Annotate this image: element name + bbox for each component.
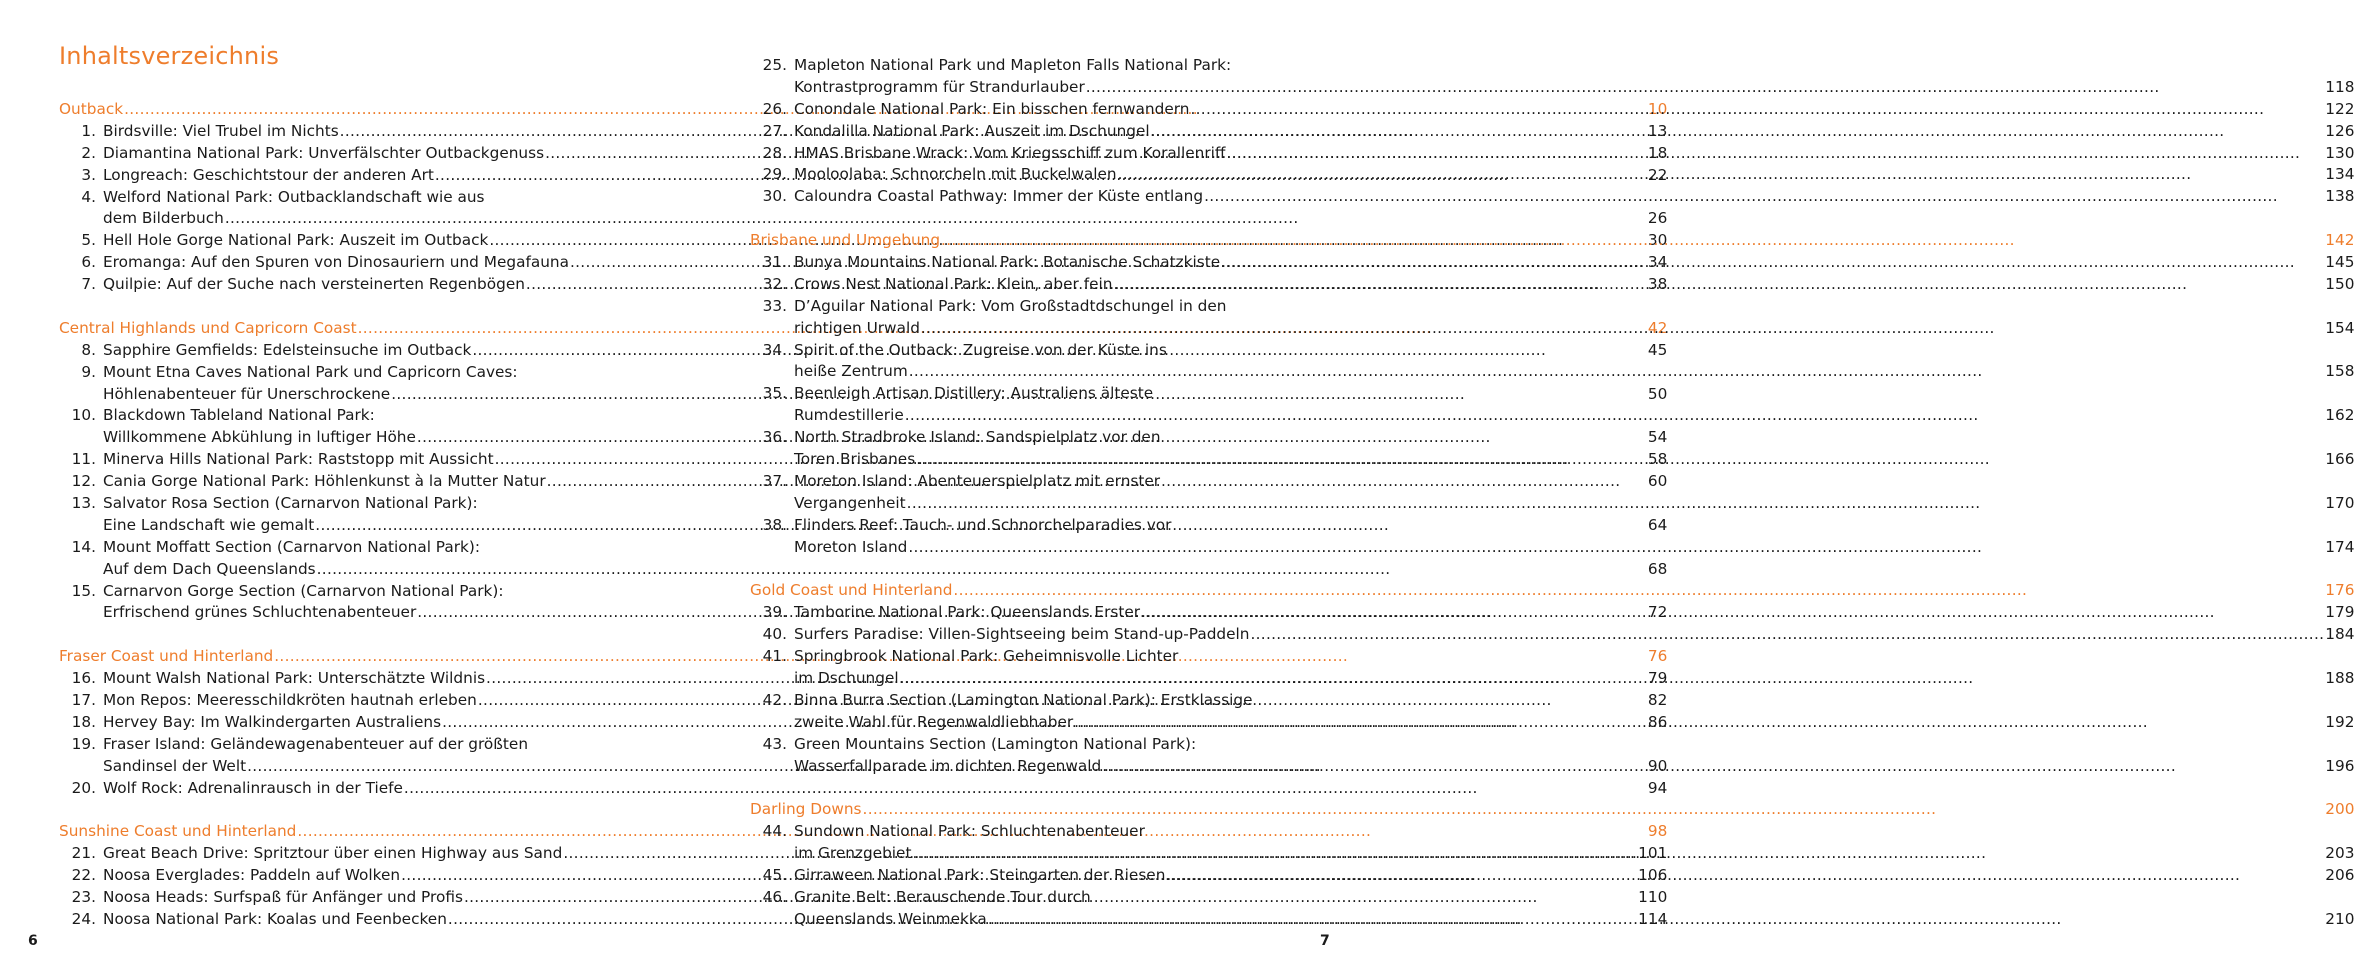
entry-page-number: 166	[2325, 450, 2354, 469]
entry-page-number: 68	[1647, 559, 1668, 578]
entry-number: 9.	[81, 362, 96, 381]
entry-number: 2.	[81, 143, 96, 162]
entry-number: 4.	[81, 187, 96, 206]
dot-leader	[1226, 143, 2324, 165]
entry-page-number: 18	[1647, 143, 1668, 162]
entry-number: 15.	[71, 581, 96, 600]
toc-entry-line	[750, 690, 2354, 712]
entry-number: 27.	[762, 121, 787, 140]
entry-number: 28.	[762, 143, 787, 162]
entry-title: North Stradbroke Island: Sandspielplatz vor den	[794, 428, 1161, 447]
entry-title: Conondale National Park: Ein bisschen fernwandern	[794, 99, 1190, 118]
entry-number: 19.	[71, 734, 96, 753]
entry-page-number: 64	[1647, 515, 1668, 534]
toc-entry[interactable]	[750, 383, 2354, 427]
entry-number: 5.	[81, 231, 96, 250]
section-page-number: 176	[2325, 581, 2354, 600]
toc-entry[interactable]	[750, 602, 2354, 624]
toc-entry[interactable]	[750, 99, 2354, 121]
entry-title: Mapleton National Park und Mapleton Falls National Park:	[794, 56, 1232, 74]
entry-title: Eine Landschaft wie gemalt	[103, 515, 315, 534]
entry-page-number: 134	[2325, 165, 2354, 184]
entry-page-number: 188	[2325, 668, 2354, 687]
entry-page-number: 79	[1647, 669, 1668, 688]
entry-title: Crows Nest National Park: Klein, aber fein	[794, 274, 1113, 293]
toc-entry-line	[750, 537, 2354, 559]
dot-leader	[1141, 602, 2324, 624]
entry-title: Hervey Bay: Im Walkindergarten Australiens	[103, 712, 442, 731]
entry-number: 34.	[762, 340, 787, 359]
entry-title: im Grenzgebiet	[794, 844, 912, 863]
toc-row	[794, 121, 2354, 143]
toc-entry-line	[750, 449, 2354, 471]
toc-entry[interactable]	[750, 471, 2354, 515]
entry-page-number: 174	[2325, 537, 2354, 556]
entry-title: Fraser Island: Geländewagenabenteuer auf der größten	[103, 734, 529, 753]
toc-entry[interactable]	[750, 887, 2354, 931]
toc-row	[794, 909, 2354, 931]
section-label: Darling Downs	[750, 800, 862, 819]
toc-row	[750, 580, 2354, 602]
entry-number: 38.	[762, 515, 787, 534]
toc-entry-line	[750, 318, 2354, 340]
dot-leader	[905, 405, 2325, 427]
entry-page-number: 145	[2325, 253, 2354, 272]
page-number-right: 7	[1320, 933, 1330, 949]
entry-title: dem Bilderbuch	[103, 209, 224, 228]
entry-title: Beenleigh Artisan Distillery: Australiens älteste	[794, 384, 1154, 403]
entry-title: Sundown National Park: Schluchtenabenteuer	[794, 822, 1145, 841]
entry-title: Bunya Mountains National Park: Botanische Schatzkiste	[794, 253, 1221, 272]
toc-row	[794, 843, 2354, 865]
entry-title: Quilpie: Auf der Suche nach versteinerten Regenbögen	[103, 275, 525, 294]
entry-page-number: 210	[2325, 909, 2354, 928]
toc-section-heading[interactable]	[750, 799, 2354, 821]
entry-title: Salvator Rosa Section (Carnarvon National Park):	[103, 494, 478, 513]
toc-entry-line	[750, 99, 2354, 121]
entry-page-number: 82	[1647, 691, 1668, 710]
entry-number: 22.	[71, 866, 96, 885]
entry-title: Minerva Hills National Park: Raststopp mit Aussicht	[103, 450, 494, 469]
entry-number: 40.	[762, 625, 787, 644]
entry-number: 46.	[762, 887, 787, 906]
dot-leader	[1074, 712, 2324, 734]
entry-page-number: 122	[2325, 99, 2354, 118]
entry-title: Willkommene Abkühlung in luftiger Höhe	[103, 428, 416, 447]
entry-title: Moreton Island	[794, 537, 908, 556]
entry-number: 30.	[762, 187, 787, 206]
entry-title: Girraween National Park: Steingarten der Riesen	[794, 865, 1166, 884]
toc-entry-line	[750, 909, 2354, 931]
entry-title: richtigen Urwald	[794, 318, 920, 337]
entry-number: 41.	[762, 647, 787, 666]
toc-row	[750, 799, 2354, 821]
entry-title: Rumdestillerie	[794, 406, 904, 425]
entry-page-number: 179	[2325, 603, 2354, 622]
entry-number: 42.	[762, 690, 787, 709]
toc-row	[794, 405, 2354, 427]
dot-leader	[1204, 186, 2324, 208]
entry-number: 6.	[81, 253, 96, 272]
entry-number: 1.	[81, 121, 96, 140]
section-label: Central Highlands und Capricorn Coast	[59, 318, 357, 337]
entry-page-number: 54	[1647, 428, 1668, 447]
toc-row	[794, 624, 2354, 646]
toc-entry[interactable]	[750, 143, 2354, 165]
toc-entry[interactable]	[750, 821, 2354, 865]
dot-leader	[900, 668, 2325, 690]
dot-leader	[988, 909, 2324, 931]
entry-page-number: 203	[2325, 844, 2354, 863]
toc-row	[794, 99, 2354, 121]
entry-title: Mon Repos: Meeresschildkröten hautnah erleben	[103, 691, 477, 710]
toc-row	[794, 143, 2354, 165]
entry-title: Eromanga: Auf den Spuren von Dinosauriern und Megafauna	[103, 253, 569, 272]
entry-number: 11.	[71, 450, 96, 469]
entry-page-number: 30	[1647, 231, 1668, 250]
entry-number: 3.	[81, 165, 96, 184]
section-gap	[750, 558, 2354, 580]
dot-leader	[1113, 274, 2324, 296]
section-gap	[750, 777, 2354, 799]
toc-entry-line	[750, 865, 2354, 887]
toc-row	[794, 712, 2354, 734]
toc-entry-line	[750, 887, 2354, 909]
entry-title: Cania Gorge National Park: Höhlenkunst à la Mutter Natur	[103, 472, 546, 491]
entry-title: Caloundra Coastal Pathway: Immer der Küste entlang	[794, 187, 1204, 206]
entry-title: Noosa Everglades: Paddeln auf Wolken	[103, 866, 401, 885]
entry-title: Welford National Park: Outbacklandschaft wie aus	[103, 187, 485, 206]
entry-number: 24.	[71, 909, 96, 928]
entry-page-number: 150	[2325, 274, 2354, 293]
entry-number: 43.	[762, 734, 787, 753]
entry-page-number: 50	[1647, 384, 1668, 403]
entry-title: Granite Belt: Berauschende Tour durch	[794, 887, 1091, 906]
entry-title: Mooloolaba: Schnorcheln mit Buckelwalen	[794, 165, 1117, 184]
toc-entry-line	[750, 252, 2354, 274]
entry-title: Sapphire Gemfields: Edelsteinsuche im Outback	[103, 340, 472, 359]
entry-page-number: 90	[1647, 756, 1668, 775]
entry-number: 23.	[71, 888, 96, 907]
entry-number: 12.	[71, 472, 96, 491]
dot-leader	[863, 799, 2325, 821]
entry-page-number: 206	[2325, 865, 2354, 884]
right-toc	[750, 55, 2354, 931]
entry-page-number: 86	[1647, 712, 1668, 731]
toc-entry[interactable]	[750, 252, 2354, 274]
toc-row	[794, 274, 2354, 296]
toc-row	[794, 252, 2354, 274]
section-page-number: 200	[2325, 800, 2354, 819]
entry-title: Moreton Island: Abenteuerspielplatz mit ernster	[794, 471, 1161, 490]
toc-entry-line	[750, 712, 2354, 734]
toc-entry[interactable]	[750, 121, 2354, 143]
entry-title: D’Aguilar National Park: Vom Großstadtdschungel in den	[794, 296, 1227, 315]
entry-title: Longreach: Geschichtstour der anderen Art	[103, 165, 434, 184]
toc-entry-line	[750, 646, 2354, 668]
entry-title: Flinders Reef: Tauch- und Schnorchelparadies vor	[794, 515, 1172, 534]
toc-entry-line	[750, 405, 2354, 427]
toc-entry[interactable]	[750, 734, 2354, 778]
entry-title: Diamantina National Park: Unverfälschter Outbackgenuss	[103, 143, 545, 162]
entry-number: 14.	[71, 537, 96, 556]
entry-title: Spirit of the Outback: Zugreise von der Küste ins	[794, 340, 1167, 359]
toc-row	[794, 756, 2354, 778]
toc-row	[794, 602, 2354, 624]
entry-page-number: 130	[2325, 143, 2354, 162]
entry-number: 35.	[762, 384, 787, 403]
toc-entry-line	[750, 843, 2354, 865]
entry-number: 7.	[81, 275, 96, 294]
dot-leader	[1151, 121, 2325, 143]
toc-section-heading[interactable]	[750, 230, 2354, 252]
toc-entry-line	[750, 186, 2354, 208]
entry-number: 16.	[71, 669, 96, 688]
page-number-left: 6	[28, 933, 38, 949]
toc-row	[794, 361, 2354, 383]
entry-title: Binna Burra Section (Lamington National Park): Erstklassige	[794, 690, 1253, 709]
toc-entry[interactable]	[750, 690, 2354, 734]
dot-leader	[941, 230, 2324, 252]
entry-number: 21.	[71, 844, 96, 863]
section-page-number: 10	[1647, 100, 1668, 118]
entry-title: HMAS Brisbane Wrack: Vom Kriegsschiff zum Korallenriff	[794, 143, 1226, 162]
dot-leader	[1190, 99, 2324, 121]
entry-number: 37.	[762, 471, 787, 490]
toc-entry[interactable]	[750, 296, 2354, 340]
entry-page-number: 158	[2325, 362, 2354, 381]
toc-row	[794, 668, 2354, 690]
toc-entry-line	[750, 624, 2354, 646]
toc-entry-line	[750, 296, 2354, 318]
entry-title: heiße Zentrum	[794, 362, 908, 381]
dot-leader	[1102, 756, 2324, 778]
dot-leader	[908, 537, 2324, 559]
entry-page-number: 72	[1647, 603, 1668, 622]
entry-title: Sandinsel der Welt	[103, 756, 247, 775]
toc-entry[interactable]	[750, 55, 2354, 99]
entry-number: 18.	[71, 712, 96, 731]
toc-entry[interactable]	[750, 646, 2354, 690]
toc-entry-line	[750, 55, 2354, 77]
toc-entry-line	[750, 427, 2354, 449]
entry-title: zweite Wahl für Regenwaldliebhaber	[794, 712, 1074, 731]
entry-title: Höhlenabenteuer für Unerschrockene	[103, 384, 391, 403]
entry-number: 31.	[762, 253, 787, 272]
section-label: Fraser Coast und Hinterland	[59, 647, 274, 666]
section-label: Gold Coast und Hinterland	[750, 581, 953, 600]
entry-page-number: 106	[1638, 866, 1668, 885]
entry-page-number: 13	[1647, 121, 1668, 140]
entry-page-number: 60	[1647, 472, 1668, 491]
entry-title: Queenslands Weinmekka	[794, 909, 987, 928]
toc-entry[interactable]	[750, 427, 2354, 471]
toc-row	[794, 164, 2354, 186]
entry-title: Tamborine National Park: Queenslands Erster	[794, 603, 1141, 622]
entry-title: Blackdown Tableland National Park:	[103, 406, 375, 425]
section-page-number: 98	[1647, 822, 1668, 841]
section-page-number: 76	[1647, 647, 1668, 666]
dot-leader	[1086, 77, 2325, 99]
entry-page-number: 114	[1638, 909, 1668, 928]
entry-number: 36.	[762, 428, 787, 447]
entry-number: 8.	[81, 340, 96, 359]
section-label: Outback	[59, 100, 124, 118]
entry-page-number: 22	[1647, 165, 1668, 184]
toc-title: Inhaltsverzeichnis	[59, 42, 280, 70]
dot-leader	[953, 580, 2324, 602]
toc-row	[794, 77, 2354, 99]
dot-leader	[1166, 865, 2324, 887]
toc-entry-line	[750, 164, 2354, 186]
entry-title: Auf dem Dach Queenslands	[103, 559, 316, 578]
entry-title: Vergangenheit	[794, 493, 906, 512]
toc-entry-line	[750, 361, 2354, 383]
entry-page-number: 26	[1647, 209, 1668, 228]
entry-page-number: 110	[1638, 888, 1668, 907]
entry-title: Wolf Rock: Adrenalinrausch in der Tiefe	[103, 778, 403, 797]
entry-page-number: 196	[2325, 756, 2354, 775]
dot-leader	[912, 843, 2324, 865]
entry-title: im Dschungel	[794, 668, 899, 687]
entry-title: Springbrook National Park: Geheimnisvolle Lichter	[794, 647, 1179, 666]
entry-page-number: 45	[1647, 340, 1668, 359]
section-page-number: 142	[2325, 231, 2354, 250]
entry-number: 17.	[71, 691, 96, 710]
entry-title: Kontrastprogramm für Strandurlauber	[794, 77, 1085, 96]
entry-page-number: 154	[2325, 318, 2354, 337]
entry-number: 20.	[71, 778, 96, 797]
toc-entry[interactable]	[750, 515, 2354, 559]
toc-row	[794, 537, 2354, 559]
entry-page-number: 138	[2325, 187, 2354, 206]
toc-row	[794, 449, 2354, 471]
toc-entry[interactable]	[750, 274, 2354, 296]
entry-page-number: 184	[2325, 625, 2354, 644]
entry-title: Green Mountains Section (Lamington National Park):	[794, 734, 1197, 753]
entry-number: 39.	[762, 603, 787, 622]
dot-leader	[916, 449, 2324, 471]
toc-entry-line	[750, 274, 2354, 296]
entry-number: 32.	[762, 274, 787, 293]
section-label: Sunshine Coast und Hinterland	[59, 822, 297, 841]
entry-number: 29.	[762, 165, 787, 184]
entry-title: Wasserfallparade im dichten Regenwald	[794, 756, 1102, 775]
entry-title: Great Beach Drive: Spritztour über einen Highway aus Sand	[103, 844, 563, 863]
toc-entry[interactable]	[750, 340, 2354, 384]
entry-title: Birdsville: Viel Trubel im Nichts	[103, 121, 339, 140]
entry-page-number: 101	[1638, 844, 1668, 863]
dot-leader	[907, 493, 2325, 515]
dot-leader	[1221, 252, 2324, 274]
entry-page-number: 192	[2325, 712, 2354, 731]
entry-title: Mount Etna Caves National Park und Capricorn Caves:	[103, 362, 518, 381]
entry-page-number: 162	[2325, 406, 2354, 425]
toc-row	[750, 230, 2354, 252]
entry-title: Kondalilla National Park: Auszeit im Dschungel	[794, 121, 1150, 140]
toc-entry[interactable]	[750, 624, 2354, 646]
toc-section-heading[interactable]	[750, 580, 2354, 602]
entry-title: Hell Hole Gorge National Park: Auszeit im Outback	[103, 231, 489, 250]
toc-entry-line	[750, 756, 2354, 778]
toc-entry[interactable]	[750, 865, 2354, 887]
entry-title: Noosa National Park: Koalas und Feenbecken	[103, 909, 447, 928]
entry-number: 45.	[762, 865, 787, 884]
toc-row	[794, 865, 2354, 887]
dot-leader	[1118, 164, 2325, 186]
section-label: Brisbane und Umgebung	[750, 231, 941, 250]
entry-number: 13.	[71, 494, 96, 513]
toc-entry-line	[750, 143, 2354, 165]
toc-entry-line	[750, 471, 2354, 493]
toc-row	[794, 493, 2354, 515]
entry-page-number: 126	[2325, 121, 2354, 140]
dot-leader	[1250, 624, 2324, 646]
toc-row	[794, 186, 2354, 208]
toc-row	[794, 318, 2354, 340]
entry-number: 44.	[762, 822, 787, 841]
entry-title: Noosa Heads: Surfspaß für Anfänger und Profis	[103, 888, 463, 907]
entry-page-number: 118	[2325, 77, 2354, 96]
toc-entry-line	[750, 340, 2354, 362]
section-gap	[750, 208, 2354, 230]
toc-entry[interactable]	[750, 164, 2354, 186]
entry-page-number: 34	[1647, 253, 1668, 272]
entry-page-number: 38	[1647, 275, 1668, 294]
entry-number: 10.	[71, 406, 96, 425]
entry-title: Surfers Paradise: Villen-Sightseeing beim Stand-up-Paddeln	[794, 625, 1250, 644]
dot-leader	[909, 361, 2325, 383]
entry-page-number: 170	[2325, 493, 2354, 512]
toc-entry-line	[750, 821, 2354, 843]
toc-entry-line	[750, 121, 2354, 143]
toc-entry-line	[750, 77, 2354, 99]
entry-title: Toren Brisbanes	[794, 450, 916, 469]
dot-leader	[921, 318, 2324, 340]
toc-entry-line	[750, 602, 2354, 624]
toc-entry-line	[750, 668, 2354, 690]
entry-page-number: 94	[1647, 778, 1668, 797]
entry-number: 25.	[762, 56, 787, 74]
entry-number: 26.	[762, 99, 787, 118]
toc-entry-line	[750, 493, 2354, 515]
entry-title: Mount Walsh National Park: Unterschätzte Wildnis	[103, 669, 486, 688]
entry-title: Erfrischend grünes Schluchtenabenteuer	[103, 603, 417, 622]
section-page-number: 42	[1647, 318, 1668, 337]
entry-title: Mount Moffatt Section (Carnarvon National Park):	[103, 537, 480, 556]
toc-entry-line	[750, 734, 2354, 756]
toc-entry[interactable]	[750, 186, 2354, 208]
entry-title: Carnarvon Gorge Section (Carnarvon National Park):	[103, 581, 504, 600]
entry-number: 33.	[762, 296, 787, 315]
entry-page-number: 58	[1647, 450, 1668, 469]
toc-entry-line	[750, 515, 2354, 537]
toc-entry-line	[750, 383, 2354, 405]
